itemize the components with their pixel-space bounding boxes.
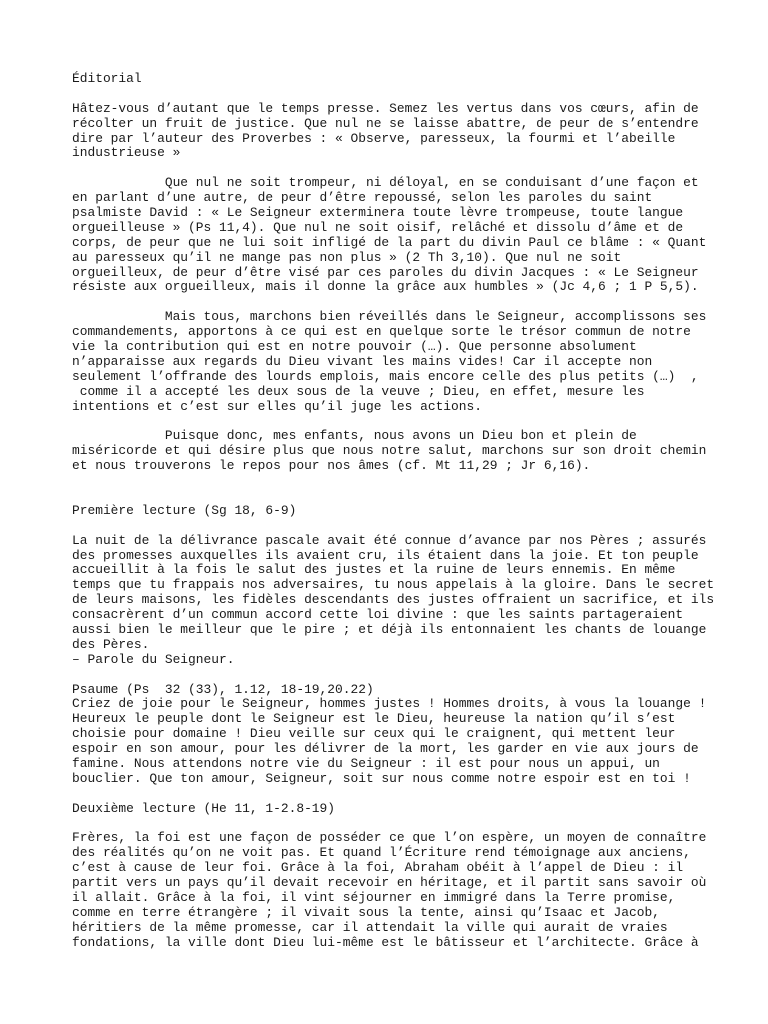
- text-line: corps, de peur que ne lui soit infligé de la part du divin Paul ce blâme : « Quant: [72, 234, 707, 250]
- first-reading-text: [72, 532, 715, 668]
- text-line: seulement l’offrande des lourds emplois, mais encore celle des plus petits (…) ,: [72, 368, 699, 384]
- psalm-heading: Psaume (Ps 32 (33), 1.12, 18-19,20.22): [72, 681, 374, 697]
- text-line: résiste aux orgueilleux, mais il donne la grâce aux humbles » (Jc 4,6 ; 1 P 5,5).: [72, 279, 699, 295]
- document-page: [72, 71, 715, 951]
- text-line: en parlant d’une autre, de peur d’être repoussé, selon les paroles du saint: [72, 190, 653, 206]
- text-line: des réalités qu’on ne voit pas. Et quand l’Écriture rend témoignage aux anciens,: [72, 845, 691, 861]
- text-line: et nous trouverons le repos pour nos âmes (cf. Mt 11,29 ; Jr 6,16).: [72, 458, 591, 474]
- text-line: Mais tous, marchons bien réveillés dans le Seigneur, accomplissons ses: [72, 309, 707, 325]
- text-line: au paresseux qu’il ne mange pas non plus » (2 Th 3,10). Que nul ne soit: [72, 249, 622, 265]
- editorial-heading: Éditorial: [72, 71, 142, 86]
- text-line: il allait. Grâce à la foi, il vint séjourner en immigré dans la Terre promise,: [72, 890, 676, 905]
- psalm-text: [72, 697, 712, 786]
- text-line: famine. Nous attendons notre vie du Seigneur : il est pour nous un appui, un: [72, 755, 660, 771]
- text-line: fondations, la ville dont Dieu lui-même est le bâtisseur et l’architecte. Grâce à: [72, 934, 699, 950]
- text-line: consacrèrent d’un commun accord cette loi divine : que les saints partageraient: [72, 607, 684, 623]
- text-line: psalmiste David : « Le Seigneur exterminera toute lèvre trompeuse, toute langue: [72, 205, 684, 221]
- text-line: n’apparaisse aux regards du Dieu vivant les mains vides! Car il accepte non: [72, 353, 653, 369]
- text-line: Frères, la foi est une façon de posséder ce que l’on espère, un moyen de connaître: [72, 830, 707, 846]
- text-line: de leurs maisons, les fidèles descendants des justes offraient un sacrifice, et ils: [72, 592, 715, 608]
- editorial-paragraph-2: [72, 176, 712, 295]
- text-line: c’est à cause de leur foi. Grâce à la foi, Abraham obéit à l’appel de Dieu : il: [72, 860, 684, 876]
- second-reading-heading: Deuxième lecture (He 11, 1-2.8-19): [72, 800, 336, 816]
- text-line: héritiers de la même promesse, car il attendait la ville qui aurait de vraies: [72, 919, 668, 935]
- text-line: commandements, apportons à ce qui est en quelque sorte le trésor commun de notre: [72, 324, 691, 340]
- text-line: vie la contribution qui est en notre pouvoir (…). Que personne absolument: [72, 339, 637, 355]
- text-line: orgueilleuse » (Ps 11,4). Que nul ne soit oisif, relâché et dissolu d’âme et de: [72, 219, 684, 235]
- text-line: récolter un fruit de justice. Que nul ne se laisse abattre, de peur de s’entendre: [72, 115, 699, 131]
- text-line: orgueilleux, de peur d’être visé par ces paroles du divin Jacques : « Le Seigneur: [72, 264, 699, 280]
- text-line: des Pères.: [72, 636, 150, 652]
- text-line: Que nul ne soit trompeur, ni déloyal, en se conduisant d’une façon et: [72, 175, 699, 191]
- text-line: industrieuse »: [72, 145, 181, 161]
- editorial-paragraph-4: [72, 429, 712, 474]
- text-line: Hâtez-vous d’autant que le temps presse. Semez les vertus dans vos cœurs, afin de: [72, 100, 699, 116]
- first-reading-heading: Première lecture (Sg 18, 6-9): [72, 502, 297, 518]
- text-line: temps que tu frappais nos adversaires, tu nous appelais à la gloire. Dans le secret: [72, 577, 715, 593]
- editorial-paragraph-1: [72, 102, 712, 162]
- text-line: choisie pour domaine ! Dieu veille sur ceux qui le craignent, qui mettent leur: [72, 726, 676, 742]
- text-line: aussi bien le meilleur que le pire ; et déjà ils entonnaient les chants de louange: [72, 621, 707, 637]
- second-reading-text: [72, 831, 712, 950]
- text-line: intentions et c’est sur elles qu’il juge les actions.: [72, 398, 482, 414]
- text-line: bouclier. Que ton amour, Seigneur, soit sur nous comme notre espoir est en toi !: [72, 770, 691, 786]
- text-line: des promesses auxquelles ils avaient cru, ils étaient dans la joie. Et ton peuple: [72, 547, 699, 563]
- text-line: – Parole du Seigneur.: [72, 651, 235, 667]
- text-line: comme en terre étrangère ; il vivait sous la tente, ainsi qu’Isaac et Jacob,: [72, 904, 660, 920]
- text-line: espoir en son amour, pour les délivrer de la mort, les garder en vie aux jours de: [72, 741, 699, 757]
- text-line: accueillit à la fois le salut des justes et la ruine de leurs ennemis. En même: [72, 562, 676, 578]
- text-line: Heureux le peuple dont le Seigneur est le Dieu, heureuse la nation qu’il s’est: [72, 711, 676, 727]
- text-line: Puisque donc, mes enfants, nous avons un Dieu bon et plein de: [72, 428, 637, 444]
- text-line: partit vers un pays qu’il devait recevoir en héritage, et il partit sans savoir où: [72, 875, 707, 891]
- text-line: La nuit de la délivrance pascale avait été connue d’avance par nos Pères ; assurés: [72, 532, 707, 548]
- text-line: Criez de joie pour le Seigneur, hommes justes ! Hommes droits, à vous la louange !: [72, 696, 707, 712]
- text-line: comme il a accepté les deux sous de la veuve ; Dieu, en effet, mesure les: [72, 383, 645, 399]
- text-line: miséricorde et qui désire plus que nous notre salut, marchons sur son droit chemin: [72, 443, 707, 459]
- editorial-paragraph-3: [72, 310, 712, 414]
- text-line: dire par l’auteur des Proverbes : « Observe, paresseux, la fourmi et l’abeille: [72, 130, 676, 146]
